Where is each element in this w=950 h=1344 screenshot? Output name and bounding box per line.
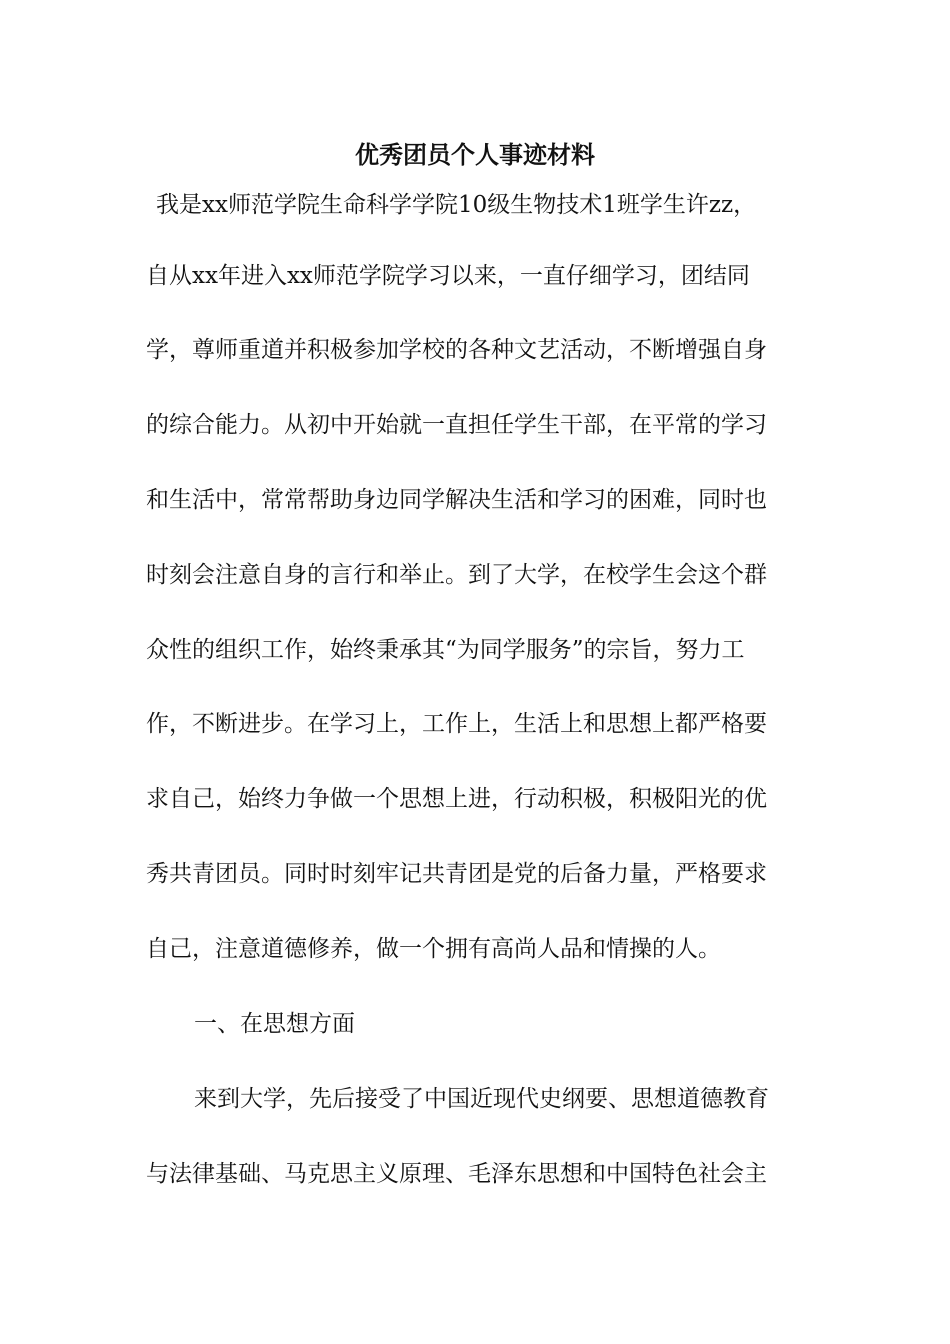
section-heading: 一、在思想方面 (194, 1011, 355, 1037)
paragraph-line: 作，不断进步。在学习上，工作上，生活上和思想上都严格要 (146, 711, 767, 737)
paragraph-line: 的综合能力。从初中开始就一直担任学生干部，在平常的学习 (146, 412, 767, 438)
paragraph-line: 学，尊师重道并积极参加学校的各种文艺活动，不断增强自身 (146, 337, 767, 363)
document-title: 优秀团员个人事迹材料 (355, 140, 595, 169)
paragraph-line: 秀共青团员。同时时刻牢记共青团是党的后备力量，严格要求 (146, 861, 767, 887)
paragraph-line: 我是xx师范学院生命科学学院10级生物技术1班学生许zz， (156, 192, 757, 218)
paragraph-line: 自己，注意道德修养，做一个拥有高尚人品和情操的人。 (146, 936, 721, 962)
paragraph-line: 与法律基础、马克思主义原理、毛泽东思想和中国特色社会主 (146, 1161, 767, 1187)
paragraph-line: 和生活中，常常帮助身边同学解决生活和学习的困难，同时也 (146, 487, 767, 513)
paragraph-line: 众性的组织工作，始终秉承其“为同学服务”的宗旨，努力工 (146, 637, 745, 663)
paragraph-line: 自从xx年进入xx师范学院学习以来，一直仔细学习，团结同 (146, 263, 750, 289)
paragraph-line: 求自己，始终力争做一个思想上进，行动积极，积极阳光的优 (146, 786, 767, 812)
paragraph-line: 来到大学，先后接受了中国近现代史纲要、思想道德教育 (194, 1086, 769, 1112)
paragraph-line: 时刻会注意自身的言行和举止。到了大学，在校学生会这个群 (146, 562, 767, 588)
